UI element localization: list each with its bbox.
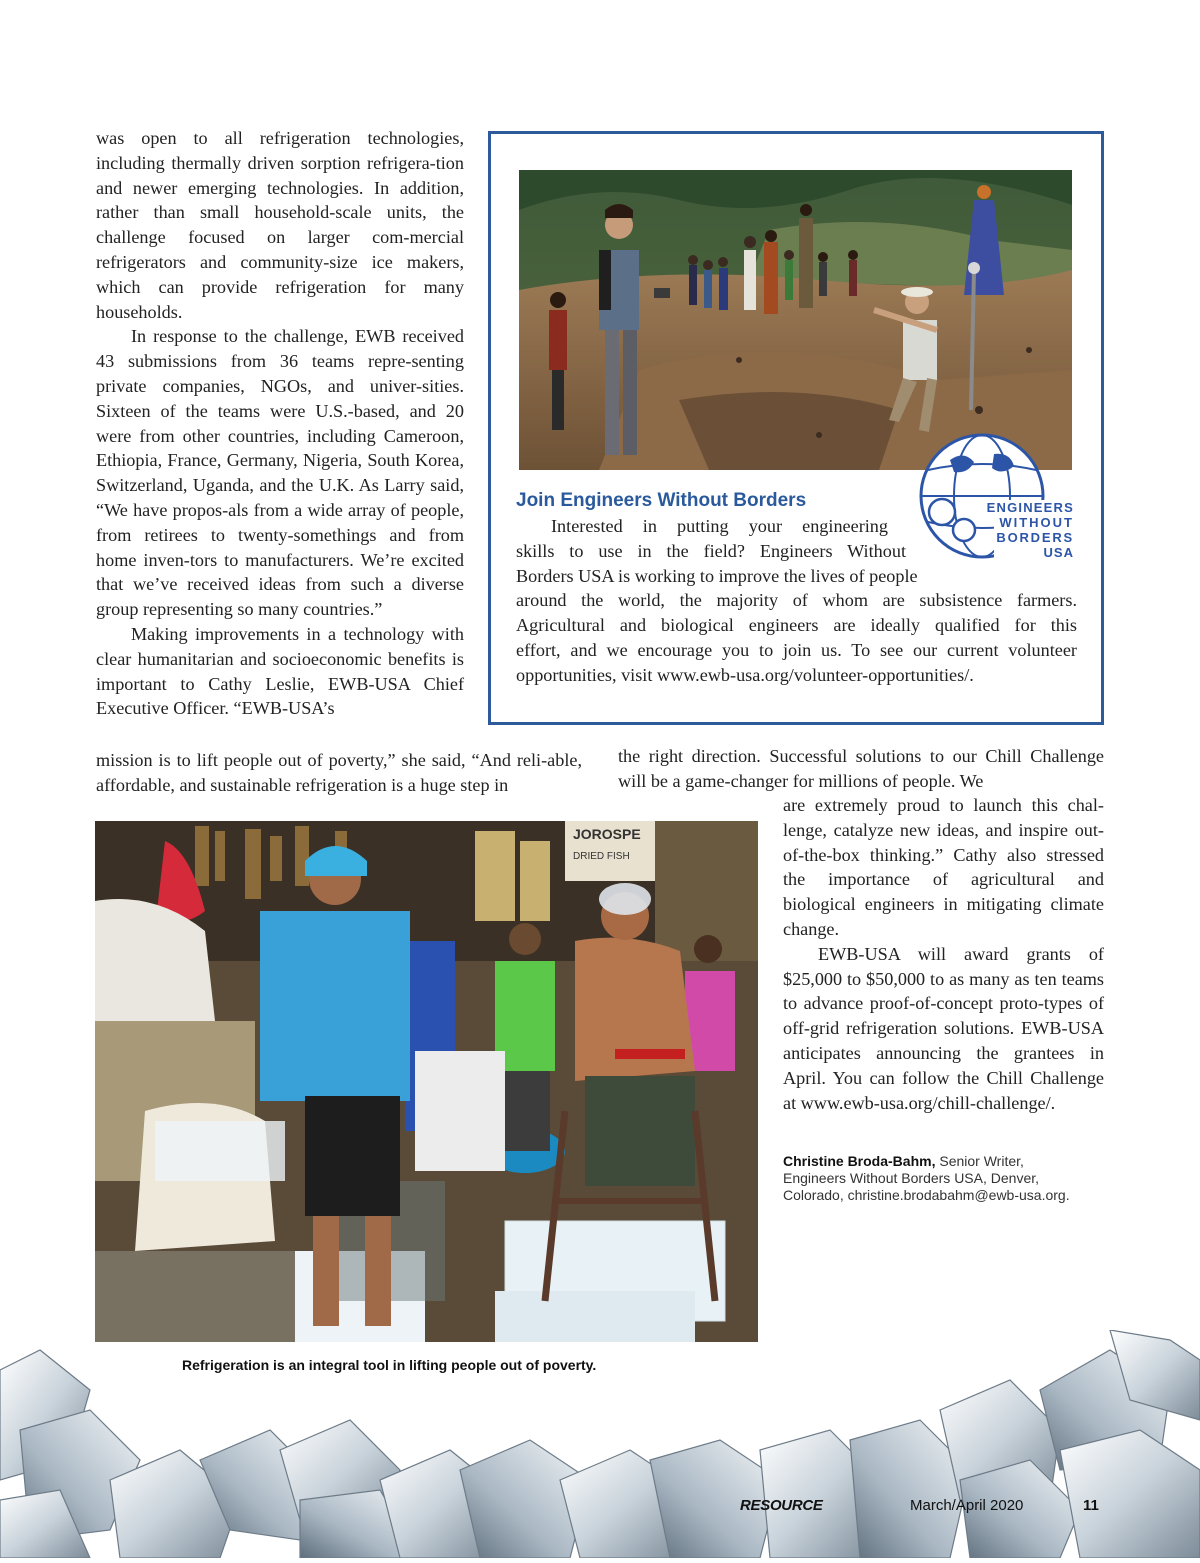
paragraph-submissions: In response to the challenge, EWB received 43 submissions from 36 teams repre-senting private companies, NGOs, and univer-sities. Sixteen of the teams were U.S.-based, and 20 were from other countries, including Cameroon, Ethiopia, France, Germany, Nigeria, South Korea, Switzerland, Uganda, and the U.K. As Larry said, “We have propos-als from a wide array of people, from retirees to twenty-somethings and from home inven-tors to manufacturers. We’re excited that we’ve received ideas from such a diverse group representing so many countries.” [96,326,464,620]
issue-date: March/April 2020 [910,1497,1024,1514]
ice-cubes-border [0,1330,1200,1558]
author-byline [783,1153,1073,1204]
paragraph-right-direction: the right direction. Successful solutions to our Chill Challenge will be a game-changer for millions of people. We [618,746,1104,791]
paragraph-proud-to-launch: are extremely proud to launch this chal-lenge, catalyze new ideas, and inspire out-of-the-box thinking.” Cathy also stressed the importance of agricultural and biological engineers in mitigating climate change. [783,795,1104,939]
byline-name: Christine Broda-Bahm, [783,1153,936,1169]
sidebar-line: skills to use in the field? Engineers Without [516,540,906,561]
ice-market-photo [95,821,758,1342]
sidebar-heading: Join Engineers Without Borders [516,490,807,511]
photo-caption: Refrigeration is an integral tool in lifting people out of poverty. [182,1357,597,1373]
publication-name: RESOURCE [740,1497,823,1514]
market-sign-name: JOROSPE [573,826,641,842]
paragraph-mission-continued: mission is to lift people out of poverty,” she said, “And reli-able, affordable, and sustainable refrigeration is a huge step in [96,750,582,795]
logo-line: ENGINEERS [986,500,1074,515]
sidebar-line: Agricultural and biological engineers are ideally qualified for this [516,615,1077,636]
paragraph-grants: EWB-USA will award grants of $25,000 to $50,000 to as many as ten teams to advance proof-of-concept proto-types of off-grid refrigeration solutions. EWB-USA anticipates announcing the grantees in April. You can follow the Chill Challenge at www.ewb-usa.org/chill-challenge/. [783,943,1104,1113]
sidebar-line: Borders USA is working to improve the lives of people [516,565,918,586]
ewb-usa-logo [902,430,1082,562]
logo-line: WITHOUT [999,515,1074,530]
page-number: 11 [1083,1497,1099,1514]
sidebar-line: opportunities, visit www.ewb-usa.org/volunteer-opportunities/. [516,664,974,685]
article-left-column [96,126,464,721]
logo-line: USA [1043,545,1074,560]
field-survey-photo [519,170,1072,470]
article-right-column [783,793,1104,1115]
sidebar-line: effort, and we encourage you to join us. To see our current volunteer [516,639,1077,660]
join-ewb-sidebar [488,131,1104,725]
paragraph-refrigeration-tech: was open to all refrigeration technologies, including thermally driven sorption refrigera-tion and newer emerging technologies. In addition, rather than small household-scale units, the challenge focused on larger com-mercial refrigerators and community-size ice makers, which can provide refrigeration for many households. [96,128,464,322]
byline-details: Senior Writer, Engineers Without Borders USA, Denver, Colorado, christine.brodabahm@ewb-usa.org. [783,1153,1070,1203]
sidebar-line: around the world, the majority of whom are subsistence farmers. [516,590,1077,611]
sidebar-line: Interested in putting your engineering [551,516,888,536]
market-sign-product: DRIED FISH [573,851,630,862]
paragraph-cathy-leslie: Making improvements in a technology with clear humanitarian and socioeconomic benefits is important to Cathy Leslie, EWB-USA Chief Executive Officer. “EWB-USA’s [96,623,464,719]
logo-line: BORDERS [996,530,1074,545]
